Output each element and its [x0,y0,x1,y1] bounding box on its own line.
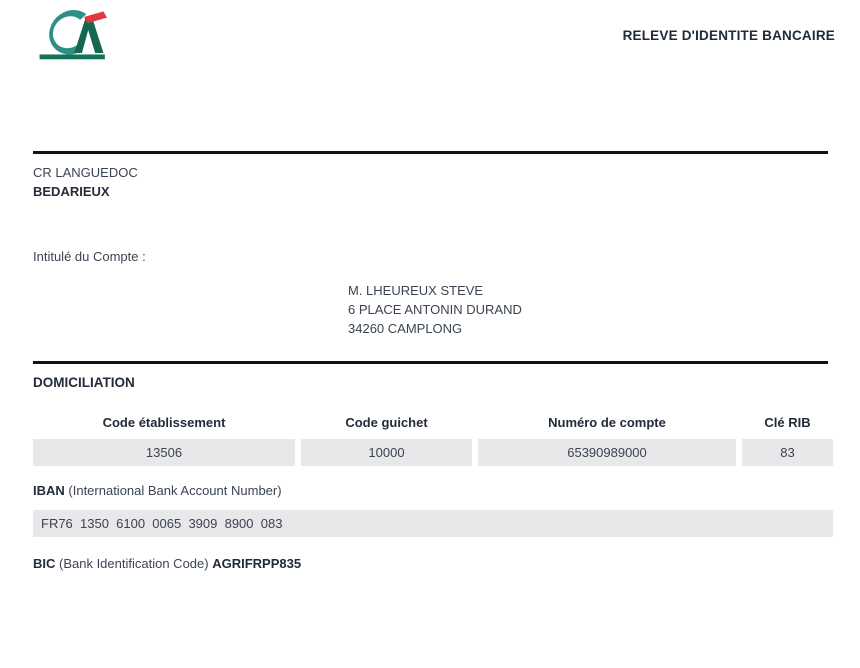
bic-value: AGRIFRPP835 [212,556,302,571]
value-cle-rib: 83 [742,439,833,466]
divider-middle [33,361,828,364]
holder-street: 6 PLACE ANTONIN DURAND [348,302,522,317]
rib-table-header-row [33,412,833,434]
value-numero-de-compte: 65390989000 [478,439,736,466]
bic-line [33,556,301,571]
rib-table [33,412,833,466]
value-code-etablissement: 13506 [33,439,295,466]
credit-agricole-logo [36,10,114,60]
value-code-guichet: 10000 [301,439,472,466]
document-title: RELEVE D'IDENTITE BANCAIRE [622,28,835,43]
rib-table-value-row [33,439,833,466]
divider-top [33,151,828,154]
account-holder-block [348,281,522,338]
header-code-guichet: Code guichet [345,415,428,430]
bank-region: CR LANGUEDOC [33,165,138,180]
holder-city: 34260 CAMPLONG [348,321,463,336]
header-numero-de-compte: Numéro de compte [548,415,666,430]
bank-branch: BEDARIEUX [33,184,110,199]
bic-label-bold: BIC [33,556,56,571]
bank-block [33,163,138,201]
iban-label-rest: (International Bank Account Number) [64,483,282,498]
header-cle-rib: Clé RIB [764,415,811,430]
iban-value: FR76 1350 6100 0065 3909 8900 083 [33,510,833,537]
iban-label-bold: IBAN [33,483,65,498]
iban-label [33,483,282,498]
credit-agricole-logo-icon [36,10,114,60]
holder-name: M. LHEUREUX STEVE [348,283,484,298]
bic-label-rest: (Bank Identification Code) [55,556,213,571]
account-title-label: Intitulé du Compte : [33,249,146,264]
header-code-etablissement: Code établissement [102,415,226,430]
domiciliation-heading: DOMICILIATION [33,375,135,390]
